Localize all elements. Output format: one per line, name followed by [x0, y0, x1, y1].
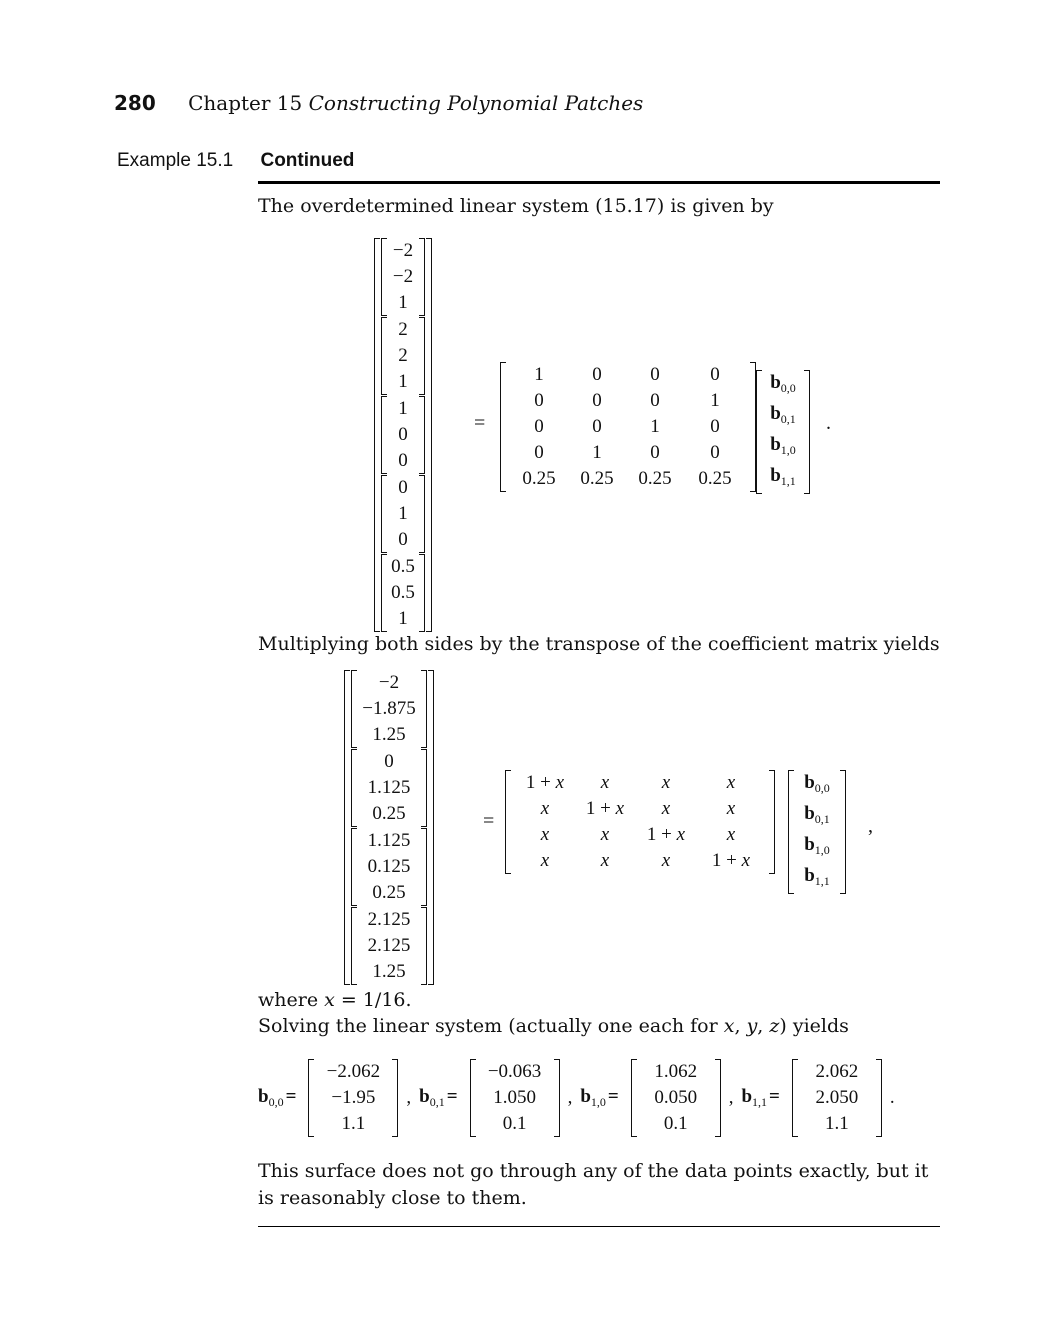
- system1-lhs-value: 2: [398, 319, 408, 340]
- system1-matrix-cell: 0.25: [638, 468, 672, 489]
- solution-value: 0.1: [663, 1113, 688, 1134]
- system1-lhs: [374, 238, 432, 632]
- system1-lhs-value: 2: [398, 345, 408, 366]
- solution-name: b: [741, 1086, 753, 1107]
- system2-lhs-value: 1.125: [367, 777, 411, 798]
- solution-name: b: [419, 1086, 430, 1107]
- system1-lhs-block-grid: [388, 554, 418, 632]
- solution-vector-bracket: [631, 1059, 721, 1137]
- system2-unknown-subscript: 0,1: [814, 812, 830, 826]
- system1-lhs-value: 1: [398, 608, 408, 629]
- page-header: [114, 90, 643, 116]
- solution-subscript: 1,1: [752, 1095, 768, 1109]
- system2-matrix-cell: x: [540, 850, 550, 871]
- system1-matrix-grid: [510, 362, 746, 492]
- chapter-label: Chapter 15: [188, 91, 303, 115]
- system1-lhs-block-grid: [388, 396, 418, 474]
- system2-lhs-value: 2.125: [367, 935, 411, 956]
- system2-unknown-name: b: [804, 834, 815, 855]
- example-continued: Continued: [260, 150, 355, 171]
- system1-lhs-block-grid: [388, 475, 418, 553]
- system2-lhs-outer-bracket: [344, 670, 434, 985]
- system2-equals: =: [483, 810, 495, 832]
- system1-unknown: [763, 401, 803, 432]
- solution-vector-bracket: [308, 1059, 398, 1137]
- solution-equals: =: [285, 1086, 297, 1107]
- system2-lhs-value: 2.125: [367, 909, 411, 930]
- system1-lhs-value: −2: [392, 240, 414, 261]
- system1-unknown-name: b: [770, 434, 781, 455]
- solution-subscript: 1,0: [590, 1095, 606, 1109]
- system2-matrix-bracket: [505, 770, 775, 874]
- solution-label: [419, 1086, 463, 1110]
- system1-unknowns-bracket: [756, 370, 810, 494]
- solution-name: b: [258, 1086, 269, 1107]
- system1-matrix-cell: 0: [710, 442, 720, 463]
- system2-matrix-cell: x: [726, 798, 736, 819]
- solution-subscript: 0,1: [429, 1095, 445, 1109]
- system2-matrix-cell: x: [600, 824, 610, 845]
- system1-lhs-outer-bracket: [374, 238, 432, 632]
- solution-value: 0.050: [654, 1087, 698, 1108]
- solutions-row: [258, 1059, 895, 1137]
- system2-unknown: [795, 770, 839, 801]
- system2-lhs-block: [351, 907, 427, 985]
- system2-unknown: [795, 801, 839, 832]
- system1-matrix-cell: 0: [592, 364, 602, 385]
- system1-matrix-cell: 0: [710, 364, 720, 385]
- system1-unknown: [763, 370, 803, 401]
- system2-unknowns-grid: [795, 770, 839, 894]
- system1-lhs-value: −2: [392, 266, 414, 287]
- heading-rule: [258, 181, 940, 184]
- solution-value: 0.1: [502, 1113, 527, 1134]
- solution-value: 2.050: [815, 1087, 859, 1108]
- bottom-rule: [258, 1226, 940, 1227]
- system1-lhs-value: 1: [398, 503, 408, 524]
- system2-unknown: [795, 832, 839, 863]
- system1-unknown-subscript: 0,0: [780, 381, 796, 395]
- system2-unknown-name: b: [804, 865, 815, 886]
- system1-lhs-value: 0: [398, 424, 408, 445]
- system2-matrix-cell: x: [726, 824, 736, 845]
- system1-lhs-stack: [381, 238, 425, 632]
- system2-lhs: [344, 670, 434, 985]
- solution-punctuation: .: [889, 1087, 895, 1108]
- system2-lhs-value: 1.25: [372, 961, 406, 982]
- system2-matrix-cell: x: [540, 824, 550, 845]
- system2-lhs-block: [351, 670, 427, 748]
- solution-subscript: 0,0: [268, 1095, 284, 1109]
- solution-vector: [802, 1059, 872, 1137]
- chapter-title: Constructing Polynomial Patches: [308, 91, 644, 115]
- solution-vector: [318, 1059, 388, 1137]
- system1-matrix-cell: 0: [650, 390, 660, 411]
- system1-unknown-subscript: 0,1: [780, 412, 796, 426]
- system1-lhs-block: [381, 317, 425, 395]
- system1-end: .: [826, 412, 831, 434]
- system2-lhs-value: 0: [384, 751, 394, 772]
- system2-matrix-cell: x: [600, 772, 610, 793]
- system1-matrix-cell: 0: [592, 416, 602, 437]
- solution-vector: [641, 1059, 711, 1137]
- system1-equals: =: [474, 412, 486, 434]
- solution-punctuation: ,: [406, 1087, 412, 1108]
- solution-value: −2.062: [326, 1061, 381, 1082]
- system2-matrix-cell: 1 + x: [585, 798, 625, 819]
- system1-lhs-value: 0.5: [391, 556, 415, 577]
- solution-value: 1.050: [493, 1087, 536, 1108]
- system1-matrix-cell: 0: [650, 442, 660, 463]
- system1-lhs-block-grid: [388, 238, 418, 316]
- system1-lhs-value: 0: [398, 529, 408, 550]
- solution-vector-bracket: [792, 1059, 882, 1137]
- system2-matrix-cell: x: [661, 798, 671, 819]
- intro-text: The overdetermined linear system (15.17) is given by: [258, 195, 774, 217]
- system1-lhs-block-grid: [388, 317, 418, 395]
- solution-label: [258, 1086, 302, 1110]
- solution-punctuation: ,: [728, 1087, 734, 1108]
- system1-unknowns-grid: [763, 370, 803, 494]
- multiply-text: Multiplying both sides by the transpose of the coefficient matrix yields: [258, 633, 940, 655]
- system2-unknowns: [788, 770, 846, 894]
- system1-lhs-block: [381, 396, 425, 474]
- solution-value: −1.95: [331, 1087, 376, 1108]
- system1-matrix: [500, 362, 756, 492]
- system1-unknown-name: b: [770, 465, 781, 486]
- closing-text: This surface does not go through any of the data points exactly, but it is reasonably close to them.: [258, 1160, 929, 1209]
- system1-lhs-block: [381, 475, 425, 553]
- system2-lhs-block-grid: [358, 749, 420, 827]
- system2-unknowns-bracket: [788, 770, 846, 894]
- system2-unknown: [795, 863, 839, 894]
- system2-lhs-block-grid: [358, 828, 420, 906]
- system1-lhs-value: 1: [398, 398, 408, 419]
- system1-matrix-cell: 0: [534, 416, 544, 437]
- page-number: 280: [114, 91, 156, 115]
- solution-equals: =: [607, 1086, 619, 1107]
- system2-lhs-block-grid: [358, 670, 420, 748]
- system1-matrix-cell: 0.25: [698, 468, 732, 489]
- system1-matrix-cell: 1: [534, 364, 544, 385]
- system2-lhs-block: [351, 749, 427, 827]
- where-text: where x = 1/16.: [258, 989, 412, 1011]
- system2-matrix-cell: 1 + x: [711, 850, 751, 871]
- system1-unknown-subscript: 1,1: [780, 474, 796, 488]
- system1-matrix-cell: 0.25: [580, 468, 614, 489]
- example-heading: [117, 150, 354, 172]
- system1-lhs-value: 0: [398, 477, 408, 498]
- system2-unknown-subscript: 1,1: [814, 874, 830, 888]
- solution-name: b: [580, 1086, 591, 1107]
- system2-lhs-block-grid: [358, 907, 420, 985]
- system2-matrix-cell: 1 + x: [646, 824, 686, 845]
- solution-value: 2.062: [815, 1061, 859, 1082]
- system1-lhs-block: [381, 554, 425, 632]
- system1-matrix-cell: 0.25: [522, 468, 556, 489]
- system2-unknown-name: b: [804, 772, 815, 793]
- system2-end: ,: [868, 815, 873, 837]
- solution-equals: =: [769, 1086, 780, 1107]
- system1-matrix-cell: 1: [592, 442, 602, 463]
- system1-matrix-cell: 0: [710, 416, 720, 437]
- solution-vector-bracket: [470, 1059, 560, 1137]
- system2-lhs-value: 0.25: [372, 803, 406, 824]
- system1-matrix-cell: 0: [592, 390, 602, 411]
- system1-unknown-subscript: 1,0: [780, 443, 796, 457]
- system2-lhs-stack: [351, 670, 427, 985]
- system1-matrix-cell: 1: [710, 390, 720, 411]
- system2-matrix-cell: 1 + x: [525, 772, 565, 793]
- solution-value: 1.062: [654, 1061, 698, 1082]
- solution-value: 1.1: [825, 1113, 849, 1134]
- system1-unknown: [763, 432, 803, 463]
- system2-matrix: [505, 770, 775, 874]
- system2-lhs-value: −1.875: [362, 698, 416, 719]
- system1-unknown-name: b: [770, 403, 781, 424]
- system2-lhs-value: 1.125: [367, 830, 411, 851]
- system1-matrix-cell: 0: [650, 364, 660, 385]
- system1-matrix-cell: 0: [534, 442, 544, 463]
- system1-lhs-value: 0: [398, 450, 408, 471]
- system1-unknown-name: b: [770, 372, 781, 393]
- system2-unknown-subscript: 1,0: [814, 843, 830, 857]
- solution-vector: [480, 1059, 550, 1137]
- system2-unknown-subscript: 0,0: [814, 781, 830, 795]
- solution-punctuation: ,: [567, 1087, 573, 1108]
- system2-lhs-value: 0.125: [367, 856, 411, 877]
- system2-lhs-value: 1.25: [372, 724, 406, 745]
- system2-unknown-name: b: [804, 803, 815, 824]
- example-label: Example 15.1: [117, 150, 234, 171]
- system2-matrix-cell: x: [726, 772, 736, 793]
- system2-matrix-cell: x: [540, 798, 550, 819]
- solution-value: 1.1: [341, 1113, 366, 1134]
- system1-unknown: [763, 463, 803, 494]
- solving-text: Solving the linear system (actually one each for x, y, z) yields: [258, 1015, 849, 1037]
- solution-label: [580, 1086, 624, 1110]
- system1-lhs-block: [381, 238, 425, 316]
- solution-value: −0.063: [487, 1061, 542, 1082]
- system2-matrix-cell: x: [600, 850, 610, 871]
- system1-lhs-value: 1: [398, 292, 408, 313]
- system1-lhs-value: 1: [398, 371, 408, 392]
- system1-matrix-cell: 0: [534, 390, 544, 411]
- system1-lhs-value: 0.5: [391, 582, 415, 603]
- system2-matrix-cell: x: [661, 850, 671, 871]
- system2-lhs-block: [351, 828, 427, 906]
- system2-lhs-value: 0.25: [372, 882, 406, 903]
- solution-equals: =: [446, 1086, 458, 1107]
- system1-matrix-cell: 1: [650, 416, 660, 437]
- system2-lhs-value: −2: [378, 672, 400, 693]
- solution-label: [741, 1086, 785, 1110]
- system1-matrix-bracket: [500, 362, 756, 492]
- system2-matrix-grid: [515, 770, 765, 874]
- system1-unknowns: [756, 370, 810, 494]
- system2-matrix-cell: x: [661, 772, 671, 793]
